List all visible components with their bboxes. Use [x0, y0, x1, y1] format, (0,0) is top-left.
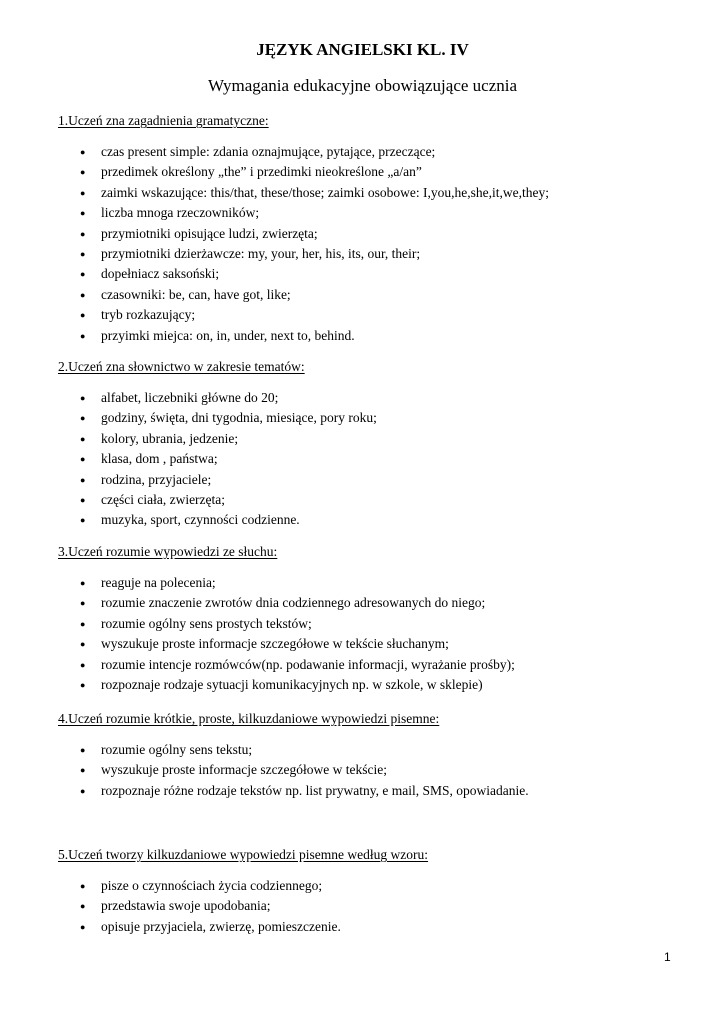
list-item: [58, 408, 678, 428]
list-item: [58, 470, 678, 490]
section-list: [58, 388, 678, 531]
bullet-icon: ●: [80, 269, 86, 280]
list-item-text: alfabet, liczebniki główne do 20;: [101, 390, 279, 405]
bullet-icon: ●: [80, 330, 86, 341]
list-item-text: przymiotniki dzierżawcze: my, your, her, his, its, our, their;: [101, 245, 421, 261]
document-title: JĘZYK ANGIELSKI KL. IV: [256, 40, 469, 59]
list-item-text: czasowniki: be, can, have got, like;: [101, 286, 291, 302]
list-item: [58, 655, 678, 675]
list-item-text: czas present simple: zdania oznajmujące, pytające, przeczące;: [101, 144, 436, 159]
list-item-text: rozumie intencje rozmówców(np. podawanie informacji, wyrażanie prośby);: [101, 656, 515, 672]
bullet-icon: ●: [80, 785, 86, 796]
bullet-icon: ●: [80, 578, 86, 588]
bullet-icon: ●: [80, 208, 86, 219]
list-item-text: pisze o czynnościach życia codziennego;: [101, 878, 323, 893]
page-number: 1: [664, 950, 671, 964]
list-item-text: muzyka, sport, czynności codzienne.: [101, 512, 300, 528]
list-item: [58, 573, 678, 593]
bullet-icon: ●: [80, 881, 86, 891]
list-item-text: zaimki wskazujące: this/that, these/those; zaimki osobowe: I,you,he,she,it,we,they;: [101, 184, 550, 200]
bullet-icon: ●: [80, 248, 86, 259]
section-list: [58, 573, 678, 695]
list-item-text: rozpoznaje rodzaje sytuacji komunikacyjnych np. w szkole, w sklepie): [101, 676, 483, 692]
bullet-icon: ●: [80, 598, 86, 609]
bullet-icon: ●: [80, 474, 86, 485]
list-item-text: wyszukuje proste informacje szczegółowe w tekście słuchanym;: [101, 636, 449, 652]
bullet-icon: ●: [80, 289, 86, 300]
list-item-text: liczba mnoga rzeczowników;: [101, 205, 260, 221]
bullet-icon: ●: [80, 659, 86, 670]
list-item-text: części ciała, zwierzęta;: [101, 491, 226, 507]
section-list: [58, 740, 678, 801]
list-item-text: kolory, ubrania, jedzenie;: [101, 430, 239, 446]
list-item-text: opisuje przyjaciela, zwierzę, pomieszczenie.: [101, 918, 341, 934]
list-item: [58, 264, 678, 284]
document-subtitle: Wymagania edukacyjne obowiązujące ucznia: [207, 76, 518, 95]
bullet-icon: ●: [80, 515, 86, 526]
list-item: [58, 614, 678, 634]
section-writing: [58, 845, 678, 937]
bullet-icon: ●: [80, 187, 86, 198]
section-vocabulary: [58, 357, 678, 531]
list-item: [58, 203, 678, 223]
list-item: [58, 593, 678, 613]
bullet-icon: ●: [80, 921, 86, 932]
list-item: [58, 305, 678, 325]
list-item: [58, 896, 678, 916]
bullet-icon: ●: [80, 433, 86, 444]
list-item-text: rozumie znaczenie zwrotów dnia codziennego adresowanych do niego;: [101, 595, 486, 611]
list-item-text: rozumie ogólny sens tekstu;: [101, 742, 253, 757]
bullet-icon: ●: [80, 494, 86, 505]
list-item-text: dopełniacz saksoński;: [101, 266, 220, 282]
list-item-text: przyimki miejca: on, in, under, next to, behind.: [101, 327, 355, 343]
list-item-text: tryb rozkazujący;: [101, 307, 196, 323]
list-item: [58, 490, 678, 510]
bullet-icon: ●: [80, 454, 86, 465]
list-item: [58, 429, 678, 449]
list-item: [58, 781, 678, 801]
list-item: [58, 634, 678, 654]
list-item-text: godziny, święta, dni tygodnia, miesiące, pory roku;: [101, 410, 377, 426]
bullet-icon: ●: [80, 901, 86, 912]
list-item-text: przedimek określony „the” i przedimki nieokreślone „a/an”: [101, 164, 422, 180]
list-item: [58, 326, 678, 346]
bullet-icon: ●: [80, 679, 86, 690]
list-item: [58, 675, 678, 695]
list-item: [58, 142, 678, 162]
bullet-icon: ●: [80, 765, 86, 776]
list-item-text: klasa, dom , państwa;: [101, 451, 218, 467]
section-list: [58, 876, 678, 937]
list-item: [58, 183, 678, 203]
section-reading: [58, 709, 678, 801]
list-item: [58, 285, 678, 305]
list-item: [58, 760, 678, 780]
list-item-text: przymiotniki opisujące ludzi, zwierzęta;: [101, 225, 318, 241]
list-item: [58, 244, 678, 264]
section-heading: 4.Uczeń rozumie krótkie, proste, kilkuzdaniowe wypowiedzi pisemne:: [58, 711, 440, 726]
list-item-text: wyszukuje proste informacje szczegółowe w tekście;: [101, 762, 388, 778]
section-heading: 2.Uczeń zna słownictwo w zakresie tematów:: [58, 359, 305, 374]
list-item-text: przedstawia swoje upodobania;: [101, 898, 271, 914]
bullet-icon: ●: [80, 167, 86, 178]
list-item: [58, 876, 678, 896]
bullet-icon: ●: [80, 310, 86, 321]
list-item-text: rozumie ogólny sens prostych tekstów;: [101, 615, 312, 631]
bullet-icon: ●: [80, 147, 86, 157]
bullet-icon: ●: [80, 618, 86, 629]
list-item: [58, 388, 678, 408]
list-item: [58, 224, 678, 244]
list-item: [58, 510, 678, 530]
bullet-icon: ●: [80, 745, 86, 755]
bullet-icon: ●: [80, 413, 86, 424]
list-item: [58, 449, 678, 469]
bullet-icon: ●: [80, 228, 86, 239]
list-item: [58, 740, 678, 760]
list-item-text: rozpoznaje różne rodzaje tekstów np. list prywatny, e mail, SMS, opowiadanie.: [101, 782, 529, 798]
section-heading: 5.Uczeń tworzy kilkuzdaniowe wypowiedzi pisemne według wzoru:: [58, 847, 429, 862]
bullet-icon: ●: [80, 639, 86, 650]
section-heading: 1.Uczeń zna zagadnienia gramatyczne:: [58, 113, 269, 128]
section-listening: [58, 542, 678, 695]
section-list: [58, 142, 678, 346]
list-item-text: reaguje na polecenia;: [101, 575, 216, 590]
section-heading: 3.Uczeń rozumie wypowiedzi ze słuchu:: [58, 544, 278, 559]
list-item: [58, 917, 678, 937]
list-item: [58, 162, 678, 182]
bullet-icon: ●: [80, 393, 86, 403]
section-grammar: [58, 111, 678, 346]
list-item-text: rodzina, przyjaciele;: [101, 471, 212, 487]
